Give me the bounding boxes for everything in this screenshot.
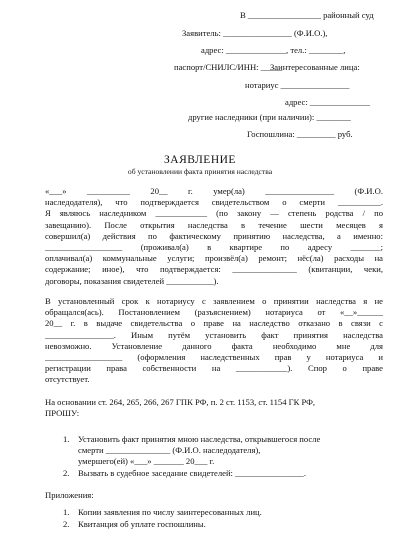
text-line: __________________ (оформления наследственных прав у нотариуса и (45, 352, 383, 363)
header-notary: нотариус ________________ (245, 80, 350, 90)
list-item-line: Вызвать в судебное заседание свидетелей: ________________. (78, 468, 306, 478)
text-line: __________________ (проживал(а) в квартире по адресу _______; (45, 242, 383, 253)
document-title: ЗАЯВЛЕНИЕ (164, 154, 236, 166)
header-state-fee: Госпошлина: _________ руб. (247, 129, 353, 139)
text-line: «___» __________ 20__ г. умер(ла) ________________ (Ф.И.О. (45, 186, 383, 196)
list-number: 1. (63, 507, 70, 517)
text-line: регистрации права собственности на ____________). Спор о праве (45, 363, 383, 374)
list-item-line: Копии заявления по числу заинтересованных лиц. (78, 507, 262, 517)
paragraph-legal-basis (45, 397, 383, 419)
text-line: На основании ст. 264, 265, 266, 267 ГПК РФ, п. 2 ст. 1153, ст. 1154 ГК РФ, (45, 397, 316, 407)
list-number: 2. (63, 519, 70, 529)
header-applicant: Заявитель: ________________ (Ф.И.О.), (182, 28, 328, 38)
paragraph-notary-refusal (45, 296, 383, 386)
header-notary-address: адрес: ______________ (285, 97, 371, 107)
text-line: 20__ г. в выдаче свидетельства о праве на наследство отказано в связи с (45, 318, 383, 329)
list-item-line: Установить факт принятия мною наследства, открывшегося после (78, 434, 321, 444)
list-item-line: Квитанция об уплате госпошлины. (78, 519, 206, 529)
text-line: ПРОШУ: (45, 408, 80, 419)
text-line: Я являюсь наследником ____________ (по закону — степень родства / по (45, 208, 383, 219)
list-number: 2. (63, 468, 70, 478)
header-applicant-address: адрес: ______________, тел.: ________, (201, 45, 346, 55)
text-line: содержание; иное), что подтверждается: _______________ (квитанции, чеки, (45, 264, 383, 275)
text-line: завещанию). После открытия наследства в течение шести месяцев я (45, 219, 383, 230)
text-line: В установленный срок к нотариусу с заявлением о принятии наследства я не (45, 296, 383, 306)
text-line: совершил(а) действия по фактическому принятию наследства, а именно: (45, 230, 383, 241)
document-subtitle: об установлении факта принятия наследства (127, 167, 273, 176)
text-line: обращался(ась). Постановлением (разъяснением) нотариуса от «__»______ (45, 307, 383, 318)
attachments-heading: Приложения: (45, 490, 94, 500)
header-interested-parties: Заинтересованные лица: (270, 62, 360, 72)
list-number: 1. (63, 434, 70, 444)
text-line: оплачивал(а) коммунальные услуги; произвёл(а) ремонт; нёс(ла) расходы на (45, 253, 383, 264)
text-line: отсутствует. (45, 374, 90, 385)
text-line: ________________. Иным путём установить факт принятия наследства (45, 329, 383, 340)
list-item-line: умершего(ей) «___» _______ 20___ г. (78, 456, 215, 466)
list-item-line: смерти _______________ (Ф.И.О. наследодателя), (78, 445, 261, 455)
text-line: договоры, показания свидетелей ___________). (45, 275, 219, 286)
text-line: невозможно. Установление данного факта необходимо мне для (45, 340, 383, 351)
text-line: наследодателя), что подтверждается свидетельством о смерти __________. (45, 197, 383, 208)
header-court: В _________________ районный суд (240, 10, 374, 20)
header-other-heirs: другие наследники (при наличии): ________ (188, 112, 351, 122)
header-passport: паспорт/СНИЛС/ИНН: _____ (174, 62, 283, 72)
paragraph-facts (45, 186, 383, 287)
